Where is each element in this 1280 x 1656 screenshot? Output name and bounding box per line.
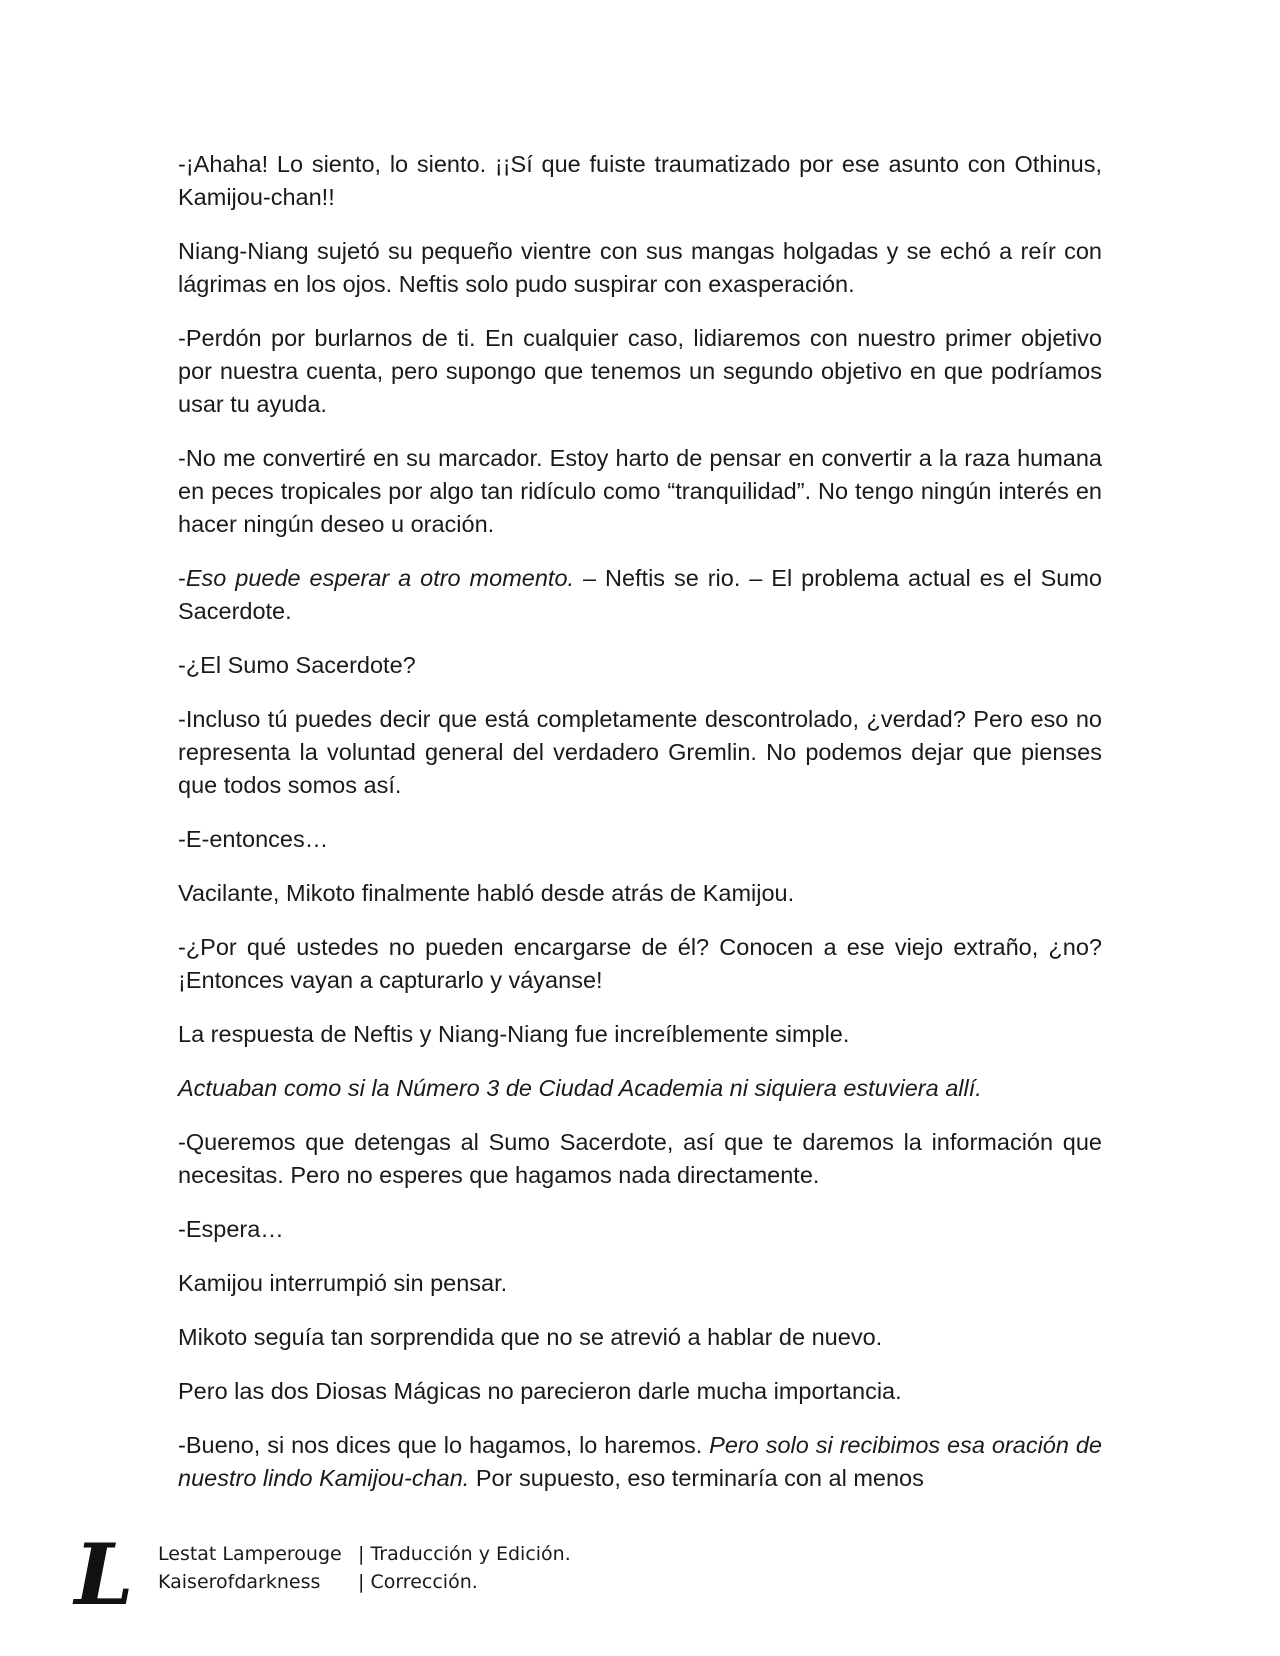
text-run: -No me convertiré en su marcador. Estoy harto de pensar en convertir a la raza humana en peces tropicales por algo tan ridículo como “tranquilidad”. No tengo ningún interés en hacer ningún deseo u oración.	[178, 445, 1102, 537]
italic-text: Eso puede esperar a otro momento.	[185, 565, 575, 591]
text-run: La respuesta de Neftis y Niang-Niang fue increíblemente simple.	[178, 1021, 850, 1047]
text-run: -Bueno, si nos dices que lo hagamos, lo haremos.	[178, 1432, 710, 1458]
text-run: -Incluso tú puedes decir que está completamente descontrolado, ¿verdad? Pero eso no representa la voluntad general del verdadero Gremlin. No podemos dejar que pienses que todos somos así.	[178, 706, 1102, 798]
credit-name: Lestat Lamperouge	[158, 1543, 342, 1565]
text-run: Kamijou interrumpió sin pensar.	[178, 1270, 508, 1296]
text-run: -Espera…	[178, 1216, 284, 1242]
paragraph	[178, 703, 1102, 802]
text-run: Mikoto seguía tan sorprendida que no se atrevió a hablar de nuevo.	[178, 1324, 883, 1350]
svg-text:L: L	[74, 1536, 134, 1616]
paragraph	[178, 877, 1102, 910]
page-footer	[64, 1536, 664, 1616]
paragraph	[178, 1321, 1102, 1354]
italic-text: Actuaban como si la Número 3 de Ciudad Academia ni siquiera estuviera allí.	[178, 1075, 982, 1101]
page-body	[178, 148, 1102, 1495]
paragraph	[178, 931, 1102, 997]
paragraph	[178, 1429, 1102, 1495]
credit-role: | Traducción y Edición.	[358, 1543, 571, 1565]
text-run: -E-entonces…	[178, 826, 329, 852]
paragraph	[178, 1072, 1102, 1105]
paragraph	[178, 1375, 1102, 1408]
paragraph	[178, 1213, 1102, 1246]
credit-row	[158, 1540, 571, 1568]
paragraph	[178, 562, 1102, 628]
paragraph	[178, 1126, 1102, 1192]
paragraph	[178, 823, 1102, 856]
text-run: -¿El Sumo Sacerdote?	[178, 652, 416, 678]
text-run: -Queremos que detengas al Sumo Sacerdote, así que te daremos la información que necesitas. Pero no esperes que hagamos nada directamente.	[178, 1129, 1102, 1188]
credits	[158, 1540, 571, 1596]
credit-role: | Corrección.	[358, 1571, 478, 1593]
text-run: Niang-Niang sujetó su pequeño vientre con sus mangas holgadas y se echó a reír con lágrimas en los ojos. Neftis solo pudo suspirar con exasperación.	[178, 238, 1102, 297]
paragraph	[178, 442, 1102, 541]
text-run: -	[178, 565, 186, 591]
text-run: -¡Ahaha! Lo siento, lo siento. ¡¡Sí que fuiste traumatizado por ese asunto con Othinus, Kamijou-chan!!	[178, 151, 1102, 210]
credit-name: Kaiserofdarkness	[158, 1571, 321, 1593]
paragraph	[178, 148, 1102, 214]
l-logo-icon	[64, 1536, 144, 1616]
text-run: Vacilante, Mikoto finalmente habló desde atrás de Kamijou.	[178, 880, 795, 906]
paragraph	[178, 1267, 1102, 1300]
paragraph	[178, 1018, 1102, 1051]
paragraph	[178, 649, 1102, 682]
text-run: -¿Por qué ustedes no pueden encargarse de él? Conocen a ese viejo extraño, ¿no? ¡Entonces vayan a capturarlo y váyanse!	[178, 934, 1102, 993]
italic-text: Pero solo si recibimos esa oración de nuestro lindo Kamijou-chan.	[178, 1432, 1102, 1491]
paragraph	[178, 235, 1102, 301]
text-run: Pero las dos Diosas Mágicas no parecieron darle mucha importancia.	[178, 1378, 902, 1404]
credit-row	[158, 1568, 571, 1596]
paragraph	[178, 322, 1102, 421]
text-run: – Neftis se rio. – El problema actual es el Sumo Sacerdote.	[178, 565, 1102, 624]
text-run: -Perdón por burlarnos de ti. En cualquier caso, lidiaremos con nuestro primer objetivo por nuestra cuenta, pero supongo que tenemos un segundo objetivo en que podríamos usar tu ayuda.	[178, 325, 1102, 417]
text-run: Por supuesto, eso terminaría con al menos	[469, 1465, 924, 1491]
